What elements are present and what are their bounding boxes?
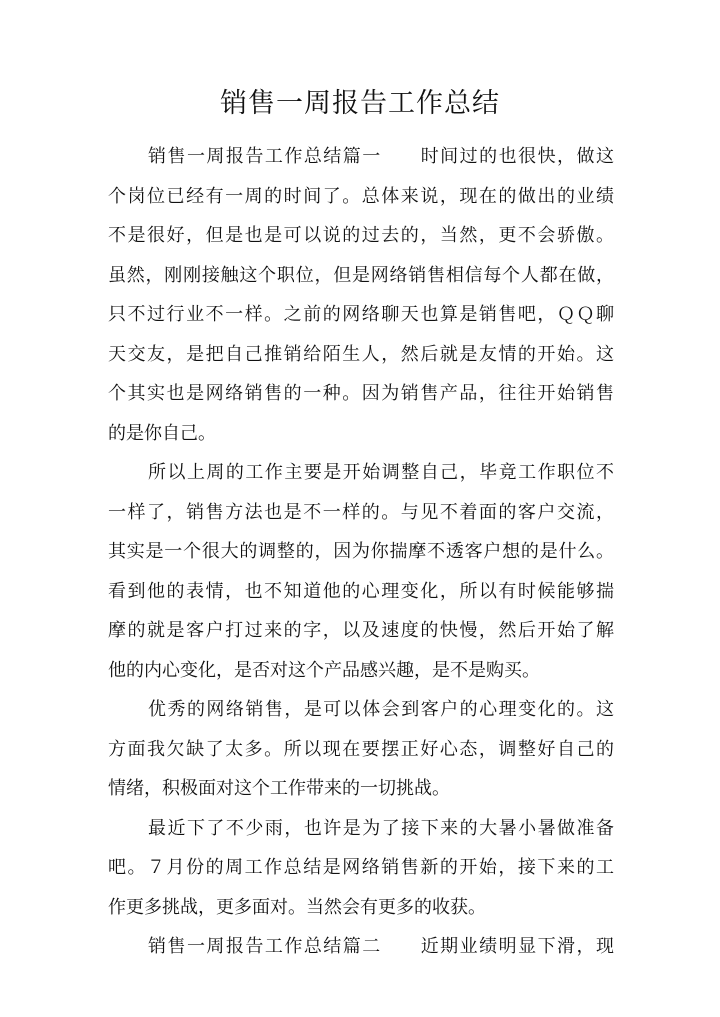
text-line: 销售一周报告工作总结篇一 时间过的也很快，做这: [148, 146, 614, 167]
text-line: 优秀的网络销售，是可以体会到客户的心理变化的。这: [148, 699, 614, 720]
text-line: 看到他的表情，也不知道他的心理变化，所以有时候能够揣: [108, 580, 614, 602]
document-title: 销售一周报告工作总结: [220, 88, 500, 119]
text-line: 销售一周报告工作总结篇二 近期业绩明显下滑，现: [148, 936, 614, 957]
text-line: 不是很好，但是也是可以说的过去的，当然，更不会骄傲。: [108, 225, 614, 246]
text-line: 个其实也是网络销售的一种。因为销售产品，往往开始销售: [108, 383, 614, 404]
text-line: 摩的就是客户打过来的字，以及速度的快慢，然后开始了解: [108, 620, 614, 641]
paragraph: [108, 690, 614, 809]
text-line: 的是你自己。: [108, 422, 216, 444]
text-line: 一样了，销售方法也是不一样的。与见不着面的客户交流，: [108, 501, 614, 523]
paragraph: [108, 927, 614, 967]
paragraph: [108, 453, 614, 690]
paragraph: [108, 809, 614, 928]
text-line: 吧。７月份的周工作总结是网络销售新的开始，接下来的工: [108, 857, 614, 878]
text-line: 虽然，刚刚接触这个职位，但是网络销售相信每个人都在做，: [108, 264, 614, 286]
document-body: [108, 137, 614, 967]
text-line: 最近下了不少雨，也许是为了接下来的大暑小暑做准备: [148, 817, 614, 839]
text-line: 天交友，是把自己推销给陌生人，然后就是友情的开始。这: [108, 343, 614, 365]
text-line: 作更多挑战，更多面对。当然会有更多的收获。: [108, 896, 486, 918]
text-line: 只不过行业不一样。之前的网络聊天也算是销售吧，ＱＱ聊: [108, 304, 614, 325]
text-line: 他的内心变化，是否对这个产品感兴趣，是不是购买。: [108, 659, 540, 681]
text-line: 其实是一个很大的调整的，因为你揣摩不透客户想的是什么。: [108, 541, 614, 562]
text-line: 方面我欠缺了太多。所以现在要摆正好心态，调整好自己的: [108, 738, 614, 760]
text-line: 所以上周的工作主要是开始调整自己，毕竟工作职位不: [148, 462, 614, 483]
text-line: 情绪，积极面对这个工作带来的一切挑战。: [108, 778, 450, 799]
text-line: 个岗位已经有一周的时间了。总体来说，现在的做出的业绩: [108, 185, 614, 207]
paragraph: [108, 137, 614, 453]
